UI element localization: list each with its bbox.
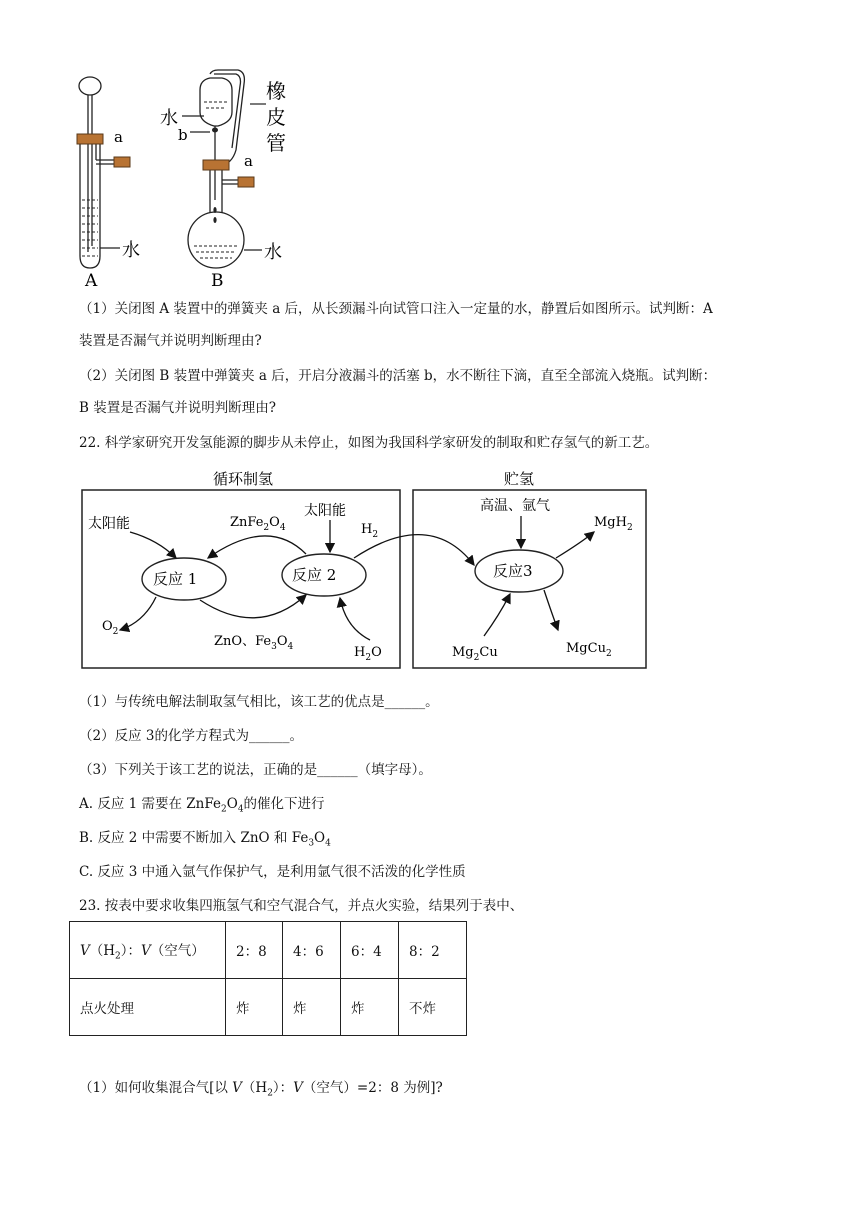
mg2cu-label: $Mg_2Cu$ xyxy=(452,645,498,663)
catalyst-label: $ZnFe_2O_4$ xyxy=(230,515,286,533)
apparatus-a xyxy=(79,77,118,268)
reaction-1-label: 反应 1 xyxy=(153,570,198,588)
q21-part2-line1: （2）关闭图 B 装置中弹簧夹 a 后，开启分液漏斗的活塞 b，水不断往下滴，直至全部流入烧瓶。试判断： xyxy=(79,368,717,384)
zno-label: ZnO、$Fe_3O_4$ xyxy=(214,634,294,652)
mixture-table xyxy=(69,921,467,1036)
q22-part3: （3）下列关于该工艺的说法，正确的是______（填字母）。 xyxy=(79,762,432,778)
q21-part2-line2: B 装置是否漏气并说明判断理由? xyxy=(79,400,276,416)
q23-intro: 23. 按表中要求收集四瓶氢气和空气混合气，并点火实验，结果列于表中、 xyxy=(79,898,524,914)
stopcock-b xyxy=(212,128,218,133)
q22-part1: （1）与传统电解法制取氢气相比，该工艺的优点是______。 xyxy=(79,694,439,710)
stopper-a xyxy=(77,134,103,144)
arrow-r1-to-o2 xyxy=(120,597,156,630)
mgcu2-label: MgCu$_2$ xyxy=(566,641,612,659)
arrow-h2o-to-r2 xyxy=(340,598,370,640)
q21-part1-line1: （1）关闭图 A 装置中的弹簧夹 a 后，从长颈漏斗向试管口注入一定量的水，静置后如图所示。试判断：A xyxy=(79,301,713,317)
water-drop xyxy=(213,217,216,223)
label-rubber-2: 皮 xyxy=(266,105,286,129)
label-a-right: a xyxy=(244,152,253,170)
table-cell-result: 炸 xyxy=(341,979,399,1036)
water-drop xyxy=(213,207,216,213)
table-cell-result: 炸 xyxy=(226,979,283,1036)
q22-option-a: A. 反应 1 需要在 $ZnFe_2O_4$的催化下进行 xyxy=(79,796,325,815)
q22-part2: （2）反应 3的化学方程式为______。 xyxy=(79,728,303,744)
sun-label-2: 太阳能 xyxy=(304,503,346,519)
arrow-sun-to-r1 xyxy=(130,532,176,558)
table-row xyxy=(70,922,467,979)
h2-label: $H_2$ xyxy=(361,522,379,540)
table-cell-ratio: 8：2 xyxy=(399,922,467,979)
caption-b: B xyxy=(211,271,224,291)
box2-title: 贮氢 xyxy=(504,470,535,488)
caption-a: A xyxy=(85,271,98,291)
hydrogen-process-diagram xyxy=(78,462,650,672)
arrow-r1-to-r2-bottom xyxy=(200,595,306,618)
table-cell-result: 不炸 xyxy=(399,979,467,1036)
reaction-2-label: 反应 2 xyxy=(292,566,337,584)
label-water-top: 水 xyxy=(160,108,178,129)
label-rubber-1: 橡 xyxy=(266,79,286,103)
label-b: b xyxy=(178,126,188,144)
reaction-3-label: 反应3 xyxy=(493,562,533,580)
condition-label: 高温、氩气 xyxy=(480,498,550,514)
label-a-left: a xyxy=(114,128,123,146)
arrow-mg2cu-to-r3 xyxy=(484,594,510,636)
arrow-r3-to-mgh2 xyxy=(556,532,594,558)
q22-option-b: B. 反应 2 中需要不断加入 ZnO 和 $Fe_3O_4$ xyxy=(79,830,331,849)
water-lines-a xyxy=(82,200,98,256)
h2o-label: $H_2O$ xyxy=(354,645,382,663)
q22-option-c: C. 反应 3 中通入氩气作保护气，是利用氩气很不活泼的化学性质 xyxy=(79,864,466,880)
o2-label: $O_2$ xyxy=(102,619,119,637)
table-cell-ratio: 6：4 xyxy=(341,922,399,979)
label-water-left: 水 xyxy=(122,240,140,261)
clamp-b xyxy=(238,177,254,187)
table-cell-result: 炸 xyxy=(283,979,341,1036)
q23-part1: （1）如何收集混合气[以 $V(H_2)$：V（空气）=2：8 为例]? xyxy=(79,1080,443,1099)
table-header-ratio: $V(H_2)$：V（空气） xyxy=(70,922,226,979)
arrow-r3-to-mgcu2 xyxy=(544,590,558,630)
label-water-right: 水 xyxy=(264,242,282,263)
arrow-r2-to-r1-top xyxy=(208,536,306,558)
apparatus-figure xyxy=(60,60,310,292)
q21-part1-line2: 装置是否漏气并说明判断理由? xyxy=(79,333,262,349)
table-row xyxy=(70,979,467,1036)
q22-intro: 22. 科学家研究开发氢能源的脚步从未停止，如图为我国科学家研发的制取和贮存氢气的新工艺。 xyxy=(79,435,659,451)
mgh2-label: MgH$_2$ xyxy=(594,515,633,533)
stopper-b xyxy=(203,160,229,170)
sun-label-1: 太阳能 xyxy=(88,516,130,532)
table-cell-ratio: 2：8 xyxy=(226,922,283,979)
table-row-label: 点火处理 xyxy=(70,979,226,1036)
clamp-a xyxy=(114,157,130,167)
label-rubber-3: 管 xyxy=(266,131,286,155)
table-cell-ratio: 4：6 xyxy=(283,922,341,979)
box1-title: 循环制氢 xyxy=(213,470,274,488)
